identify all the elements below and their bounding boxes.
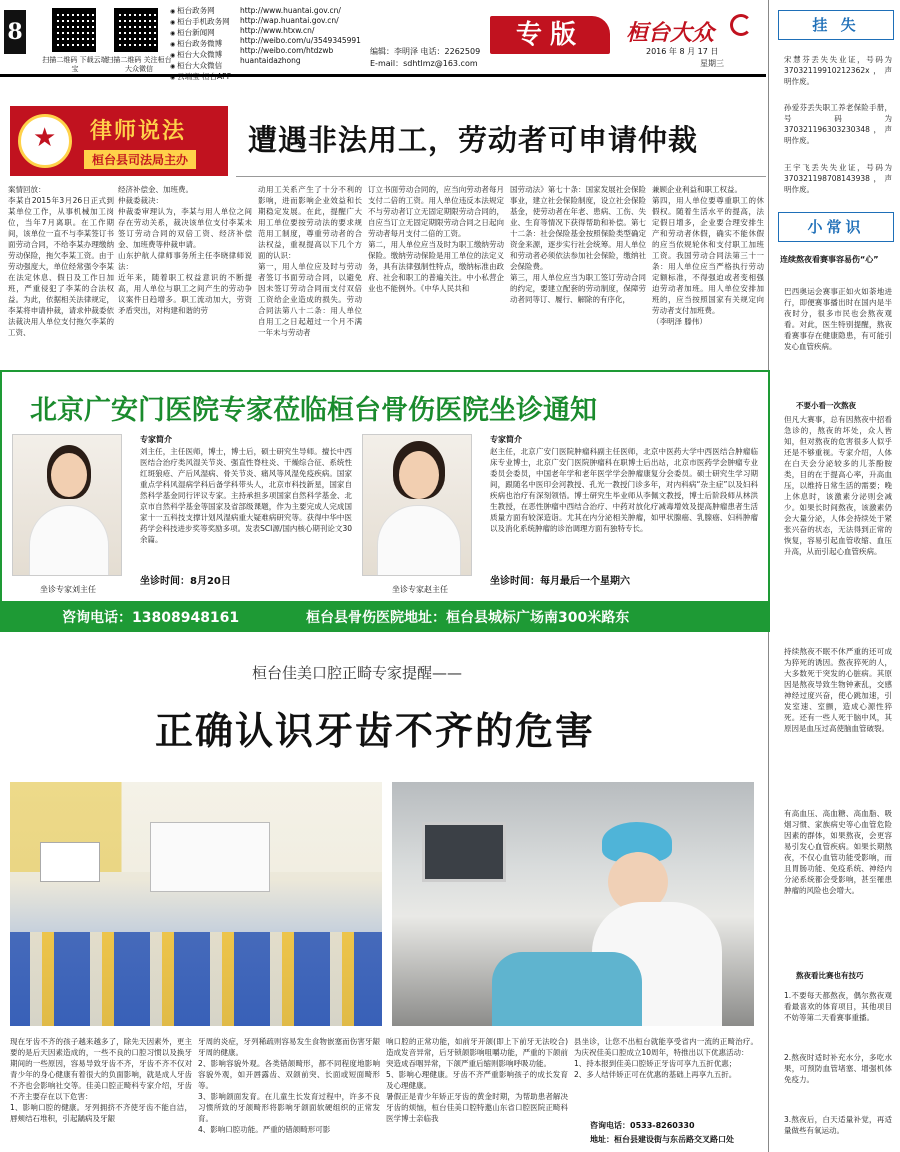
link-url[interactable]: http://wap.huantai.gov.cn/ [240,16,339,25]
tips-paragraph-2: 但凡大赛事，总有因熬夜中招看急诊的，熬夜的坏处，众人皆知，但对熬夜的危害很多人似乎还是不够重视。专家介绍，人体在白天会分泌较多的儿茶酚胺类，目的在于提高心率，升高血压，以维持日常生活的需要；晚上休息时，该激素分泌则会减少。如果长时间熬夜，该激素仍会大量分泌，人体会持续处于紧张兴奋的状态，无法得到正常的恢复，容易引起血管收缩、血压升高，从而引起心血管疾病。 [784,415,892,556]
link-label[interactable]: ◉ 桓台手机政务网 [170,17,260,28]
email-line: E-mail：sdhtlmz@163.com [370,59,478,68]
link-url[interactable]: http://weibo.com/htdzwb [240,46,334,55]
lost-notice-1: 宋慧芬丢失失业证，号码为37032119910212362x，声明作废。 [784,55,892,86]
dental-headline: 正确认识牙齿不齐的危害 [155,708,596,753]
lawyer-col-1: 案情回放： 李某自2015年3月26日正式到某单位工作，从事机械加工岗位，当年7月离职。在工作期间，该单位一直不与李某签订书面劳动合同，不给李某办理缴纳劳动保险，拖欠李某工资。由于劳动强度大，单位经常强令李某在法定休息、假日及工作日加班，严重侵犯了李某的合法权益。为此，依据相关法律规定，李某将申请仲裁，请求仲裁委依法裁决用人单位支付拖欠李某的工资、 [8,185,114,337]
paper-name: 桓台大众 [626,20,715,46]
doctor-liu-time: 坐诊时间：8月20日 [140,576,231,587]
classroom-photo [10,782,382,1026]
tips-subheading-2: 熬夜看比赛也有技巧 [796,971,864,980]
doctor-liu-bio: 刘主任，主任医师，博士，博士后，硕士研究生导师。擅长中西医结合治疗类风湿关节炎、强直性脊柱炎、干燥综合征、系统性红斑狼疮、产后风湿病、骨关节炎、痛风等风湿免疫疾病。国家重点学科风湿病学科后备学科带头人，北京市科技新星，国家自然科学基金同行评议专家。主持承担多项国家自然科学基金、北京市自然科学基金等国家及省部级课题，作为主要完成人完成国家十一五科技支撑计划风湿病重大疑难病研究等。获得中华中医药学会科技进步奖等奖励多项。发表SCI源/国内核心期刊论文30余篇。 [140,447,352,544]
link-url[interactable]: huantaidazhong [240,56,301,65]
section-tag: 专版 [490,16,610,54]
tips-paragraph-6: 2.熬夜时适时补充水分，多吃水果，可预防血管堵塞、增强机体免疫力。 [784,1053,892,1084]
doctor-liu-caption: 坐诊专家刘主任 [40,585,96,594]
issue-date: 2016 年 8 月 17 日 [646,47,719,56]
hospital-address: 桓台县骨伤医院地址：桓台县城标广场南300米路东 [306,610,630,626]
page-number: 8 [4,10,26,54]
link-url[interactable]: http://weibo.com/u/3549345991 [240,36,361,45]
hospital-title: 北京广安门医院专家莅临桓台骨伤医院坐诊通知 [30,395,597,426]
qr-code-download [52,8,96,52]
lawyer-col-5: 国劳动法》第七十条：国家发展社会保险事业，建立社会保险制度，设立社会保险基金，使劳动者在年老、患病、工伤、失业、生育等情况下获得帮助和补偿。第七十二条：社会保险基金按照保险类型确定资金来源，逐步实行社会统筹。用人单位和劳动者必须依法参加社会保险，缴纳社会保险费。 第三，用人单位应当为职工签订劳动合同的约定，要建立配套的劳动制度，保障劳动者同等订、履行、解除的有序化， [510,185,646,304]
link-label[interactable]: ◉ 桓台大众微博 [170,50,260,61]
badge-subtitle: 桓台县司法局主办 [84,150,196,169]
dental-col-3: 响口腔的正常功能，如前牙开颌(即上下前牙无法咬合)造成发音异常，后牙锁颌影响咀嚼功能，严重的下颌前突造成吞咽异常，下颌严重后缩则影响呼吸功能。 5、影响心理健康。牙齿不齐严重影响孩子的成长发育及心理健康。 暑假正是青少年矫正牙齿的黄金时期，为帮助患者解决牙齿的烦恼，桓台佳美口腔特邀山东省口腔医院正畸科医学博士亲临我 [386,1037,568,1123]
qr-caption-download: 扫描二维码 下载云端宝 [42,56,108,73]
paper-logo-icon [730,14,752,36]
tips-title: 连续熬夜看赛事容易伤“心” [780,255,879,264]
masthead-rule [0,74,766,77]
dental-col-2: 牙周的炎症，牙列稀疏则容易发生食物嵌塞而伤害牙龈牙周的健康。 2、影响容貌外观。各类错颌畸形，都不同程度地影响容貌外观，如开唇露齿、双颌前突、长面或短面畸形等。 3、影响颌面发育。在儿童生长发育过程中，许多不良习惯所致的牙颌畸形将影响牙颌面软硬组织的正常发育。 4、影响口腔功能。严重的错颌畸形可影 [198,1037,380,1134]
link-label[interactable]: ◉ 桓台新闻网 [170,28,260,39]
dental-treatment-photo [392,782,754,1026]
tips-paragraph-3: 持续熬夜不眠不休严重的还可成为猝死的诱因。熬夜猝死的人，大多数死于突发的心脏病。其原因是熬夜导致生物钟紊乱，交感神经过度兴奋，使心跳加速，引发室速、室颤，造成心源性猝死。还有一些人死于脑中风，其原因是血压过高使脑血管破裂。 [784,647,892,733]
dental-address: 地址：桓台县建设街与东岳路交叉路口处 [590,1135,734,1144]
lawyer-badge [10,106,228,176]
lost-notice-3: 王宇飞丢失失业证，号码为370321198708143938，声明作废。 [784,163,892,194]
link-urls [240,6,370,66]
doctor-liu-photo [12,434,122,576]
court-emblem-icon [18,114,72,168]
link-label[interactable]: ◉ 桓台政务网 [170,6,260,17]
link-url[interactable]: http://www.huantai.gov.cn/ [240,6,341,15]
editor-line: 编辑：李明泽 电话：2262509 [370,47,481,56]
doctor-zhao-caption: 坐诊专家赵主任 [392,585,448,594]
issue-weekday: 星期三 [700,59,724,68]
doctor-zhao-time: 坐诊时间：每月最后一个星期六 [490,576,630,587]
lawyer-headline: 遭遇非法用工，劳动者可申请仲裁 [248,123,699,157]
link-label[interactable]: ◉ 桓台大众微信 [170,61,260,72]
lawyer-col-6: 兼顾企业利益和职工权益。 第四，用人单位要尊重职工的休假权。随着生活水平的提高，法定假日增多，企业要合理安排生产和劳动者休假，确实不能休假的应当依规轮休和支付职工加班工资。我国劳动合同法第三十一条：用人单位应当严格执行劳动定额标准，不得强迫或者变相强迫劳动者加班。用人单位安排加班的，应当按照国家有关规定向劳动者支付加班费。 （李明泽 滕伟） [652,185,764,326]
dental-phone[interactable]: 咨询电话：0533-8260330 [590,1121,695,1130]
tips-paragraph-7: 3.熬夜后，白天适量补觉，再适量做些有氧运动。 [784,1115,892,1135]
doctor-zhao-bio: 赵主任，北京广安门医院肿瘤科副主任医师，北京中医药大学中西医结合肿瘤临床专业博士，北京广安门医院肿瘤科在职博士后出站，北京市医药学会肿瘤专业委员会委员，中国老年学和老年医学学会肿瘤康复分会委员。硕士研究生学习期间，跟随名中医印会河教授、孔光一教授门诊多年，对内科病“杂主症”以及妇科疾病也治疗有深刻领悟。博士研究生毕业师从李佩文教授，博士后阶段师从林洪生教授，在恶性肿瘤中西结合治疗、中药对放化疗减毒增效及提高肿瘤患者生活质量方面有较深造诣。尤其在内分泌相关肿瘤，如甲状腺癌、乳腺癌、妇科肿瘤以及消化系统肿瘤的诊治调理方面有独特专长。 [490,447,758,533]
lawyer-col-4: 订立书面劳动合同的，应当向劳动者每月支付二倍的工资。用人单位违反本法规定不与劳动者订立无固定期限劳动合同的，自应当订立无固定期限劳动合同之日起向劳动者每月支付二倍的工资。 第二，用人单位应当及时为职工缴纳劳动保险。缴纳劳动保险是用工单位的法定义务，具有法律强制性特点，缴纳标准由政府、社会和职工的普遍关注。中小私营企业也不能例外。《中华人民共和 [368,185,504,293]
doctor-zhao-photo [362,434,472,576]
tips-heading: 小常识 [778,212,894,242]
qr-code-wechat [114,8,158,52]
doctor-zhao-intro-label: 专家简介 [490,435,522,444]
lawyer-col-2: 经济补偿金、加班费。 仲裁委裁决： 仲裁委审理认为，李某与用人单位之间存在劳动关系，裁决该单位支付李某未签订劳动合同的双倍工资、经济补偿金、加班费等仲裁申请。 山东护航人律师事务所主任李晓律师说法： 近年来，随着职工权益意识的不断提高，用人单位与职工之间产生的劳动争议案件日趋增多。职工流动加大，劳资矛盾突出，对构建和谐的劳 [118,185,252,315]
tips-paragraph-1: 巴西奥运会赛事正如火如荼地进行，即便赛事播出时在国内是半夜时分，很多市民也会熬夜观看。对此，医生特别提醒，熬夜看赛事存在健康隐患，有可能引发心血管疾病。 [784,287,892,351]
lawyer-col-3: 动用工关系产生了十分不利的影响，进而影响企业效益和长期稳定发展。在此，提醒广大用工单位要按劳动法的要求规范用工制度，尊重劳动者的合法权益，重视提高以下几个方面的认识： 第一，用人单位应及时与劳动者签订书面劳动合同，以避免因未签订劳动合同而支付双倍工资给企业造成的损失。劳动合同法第八十二条：用人单位自用工之日起超过一个月不满一年未与劳动者 [258,185,362,337]
lost-notice-2: 孙爱芬丢失职工养老保险手册，号码为370321196303230348，声明作废。 [784,103,892,145]
link-label[interactable]: ◉ 桓台政务微博 [170,39,260,50]
tips-paragraph-5: 1.不要每天都熬夜，偶尔熬夜观看最喜欢的体育项目，其他项目不妨等第二天看赛事重播。 [784,991,892,1022]
dental-col-4: 县坐诊，让您不出桓台就能享受省内一流的正畸治疗。为庆祝佳美口腔成立10周年，特推出以下优惠活动： 1、持本报到佳美口腔矫正牙齿可享九五折优惠； 2、多人结伴矫正可在优惠的基础上再享九五折。 [574,1037,758,1079]
lost-notice-heading: 挂 失 [778,10,894,40]
dental-col-1: 现在牙齿不齐的孩子越来越多了，除先天因素外，更主要的是后天因素造成的，一些不良的口腔习惯以及换牙期间的一些原因，容易导致牙齿不齐，牙齿不齐不仅对青少年的身心健康有着很大的负面影响，就是成人牙齿不齐也会影响社交等。佳美口腔正畸科专家介绍，牙齿不齐主要存在以下危害： 1、影响口腔的健康。牙列拥挤不齐使牙齿不能自洁，唇颊结石堆积，引起龋病及牙龈 [10,1037,192,1123]
doctor-liu-intro-label: 专家简介 [140,435,172,444]
hospital-phone[interactable]: 咨询电话：13808948161 [62,610,240,626]
headline-rule [236,176,766,177]
dental-kicker: 桓台佳美口腔正畸专家提醒—— [252,664,463,682]
tips-paragraph-4: 有高血压、高血糖、高血脂、吸烟习惯、家族病史等心血管危险因素的群体，如果熬夜，会更容易引发心血管疾病。如果长期熬夜，不仅心血管功能受影响，而且胃肠功能、免疫系统、神经内分泌系统都会受影响，甚至罹患肿瘤的风险也会增大。 [784,809,892,895]
badge-title: 律师说法 [90,119,187,144]
tips-subheading-1: 不要小看一次熬夜 [796,401,856,410]
hospital-contact-bar [0,601,770,631]
link-url[interactable]: http://www.htxw.cn/ [240,26,315,35]
qr-caption-wechat: 扫描二维码 关注桓台大众微信 [106,56,172,73]
